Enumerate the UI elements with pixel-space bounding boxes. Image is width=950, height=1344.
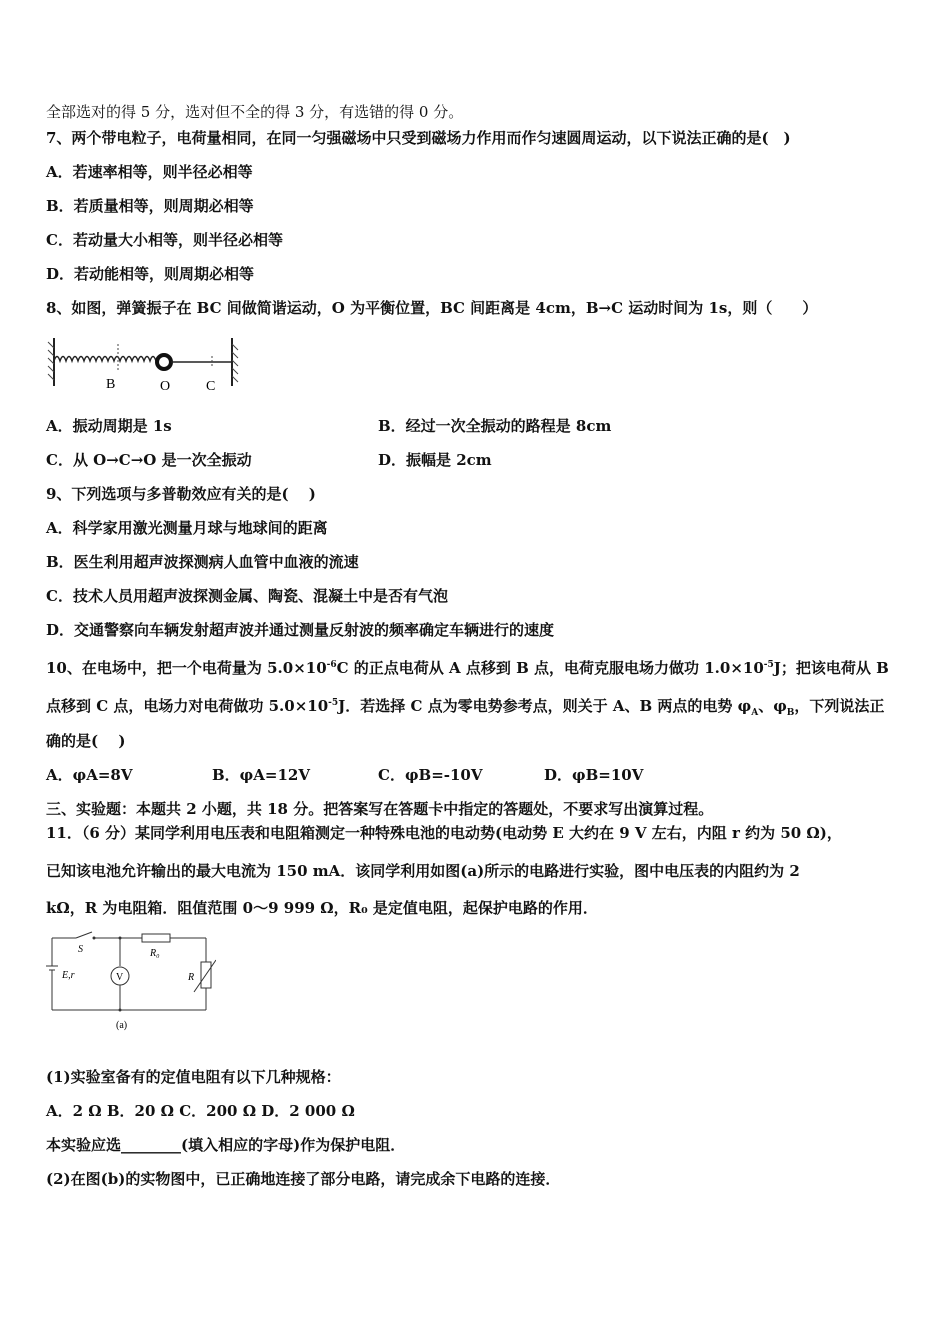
q11-line-3: kΩ，R 为电阻箱．阻值范围 0～9 999 Ω，R₀ 是定值电阻，起保护电路的作用． — [46, 899, 598, 917]
circuit-diagram-a — [46, 928, 216, 1034]
label-o: O — [160, 379, 171, 394]
q11-answer-blank: 本实验应选________(填入相应的字母)作为保护电阻． — [46, 1136, 406, 1154]
q11-line-1: 11．（6 分）某同学利用电压表和电阻箱测定一种特殊电池的电动势(电动势 E 大约在 9 V 左右，内阻 r 约为 50 Ω)， — [46, 824, 842, 842]
q7-option-b: B．若质量相等，则周期必相等 — [46, 197, 254, 215]
q7-stem: 7、两个带电粒子，电荷量相同，在同一匀强磁场中只受到磁场力作用而作匀速圆周运动，以下说法正确的是( ) — [46, 129, 791, 147]
label-b: B — [106, 377, 116, 392]
spring-coil — [54, 357, 156, 362]
q10-line-1: 10、在电场中，把一个电荷量为 $5.0\times 10^{-6}C$ 的正点电荷从 A 点移到 B 点，电荷克服电场力做功 $1.0\times 10^{-5}J$；把该电荷从 B — [46, 659, 889, 677]
q8-option-a: A．振动周期是 1s — [46, 417, 172, 435]
q8-option-d: D．振幅是 2cm — [378, 451, 492, 469]
label-switch: S — [78, 944, 83, 955]
q10-option-b: B．φA=12V — [212, 766, 310, 784]
q10-option-d: D．φB=10V — [544, 766, 644, 784]
r0-resistor — [142, 934, 170, 942]
q9-option-d: D．交通警察向车辆发射超声波并通过测量反射波的频率确定车辆进行的速度 — [46, 621, 555, 639]
q9-option-a: A．科学家用激光测量月球与地球间的距离 — [46, 519, 328, 537]
q11-part-1: (1)实验室备有的定值电阻有以下几种规格： — [46, 1068, 341, 1086]
label-voltmeter: V — [116, 972, 124, 983]
q9-stem: 9、下列选项与多普勒效应有关的是( ) — [46, 485, 316, 503]
q7-option-c: C．若动量大小相等，则半径必相等 — [46, 231, 283, 249]
q11-part-2: (2)在图(b)的实物图中，已正确地连接了部分电路，请完成余下电路的连接． — [46, 1170, 561, 1188]
q10-option-c: C．φB=-10V — [378, 766, 483, 784]
spring-oscillator-figure — [46, 336, 246, 394]
section-3-heading: 三、实验题：本题共 2 小题，共 18 分。把答案写在答题卡中指定的答题处，不要求写出演算过程。 — [46, 800, 714, 818]
intro-text: 全部选对的得 5 分，选对但不全的得 3 分，有选错的得 0 分。 — [46, 103, 464, 121]
figure-caption-a: (a) — [116, 1020, 128, 1031]
q10-line-2: 点移到 C 点，电场力对电荷做功 $5.0\times 10^{-5}J$．若选择 C 点为零电势参考点，则关于 A、B 两点的电势 $\varphi_A$、$\varphi_B$，下列说法正 — [46, 697, 885, 718]
q10-line-3: 确的是( ) — [46, 732, 126, 750]
q9-option-c: C．技术人员用超声波探测金属、陶瓷、混凝土中是否有气泡 — [46, 587, 448, 605]
q8-stem: 8、如图，弹簧振子在 BC 间做简谐运动，O 为平衡位置，BC 间距离是 4cm，B→C 运动时间为 1s，则（ ） — [46, 299, 818, 317]
label-r0: R₀ — [150, 948, 160, 959]
oscillator-ball — [157, 355, 171, 369]
label-r: R — [188, 972, 195, 983]
q7-option-a: A．若速率相等，则半径必相等 — [46, 163, 253, 181]
label-c: C — [206, 379, 216, 394]
label-emf: E,r — [62, 970, 75, 981]
q11-line-2: 已知该电池允许输出的最大电流为 150 mA．该同学利用如图(a)所示的电路进行实验，图中电压表的内阻约为 2 — [46, 862, 800, 880]
q9-option-b: B．医生利用超声波探测病人血管中血液的流速 — [46, 553, 359, 571]
q8-option-b: B．经过一次全振动的路程是 8cm — [378, 417, 612, 435]
q10-option-a: A．φA=8V — [46, 766, 133, 784]
q7-option-d: D．若动能相等，则周期必相等 — [46, 265, 255, 283]
q11-resistor-options: A．2 Ω B．20 Ω C．200 Ω D．2 000 Ω — [46, 1102, 355, 1120]
q8-option-c: C．从 O→C→O 是一次全振动 — [46, 451, 252, 469]
